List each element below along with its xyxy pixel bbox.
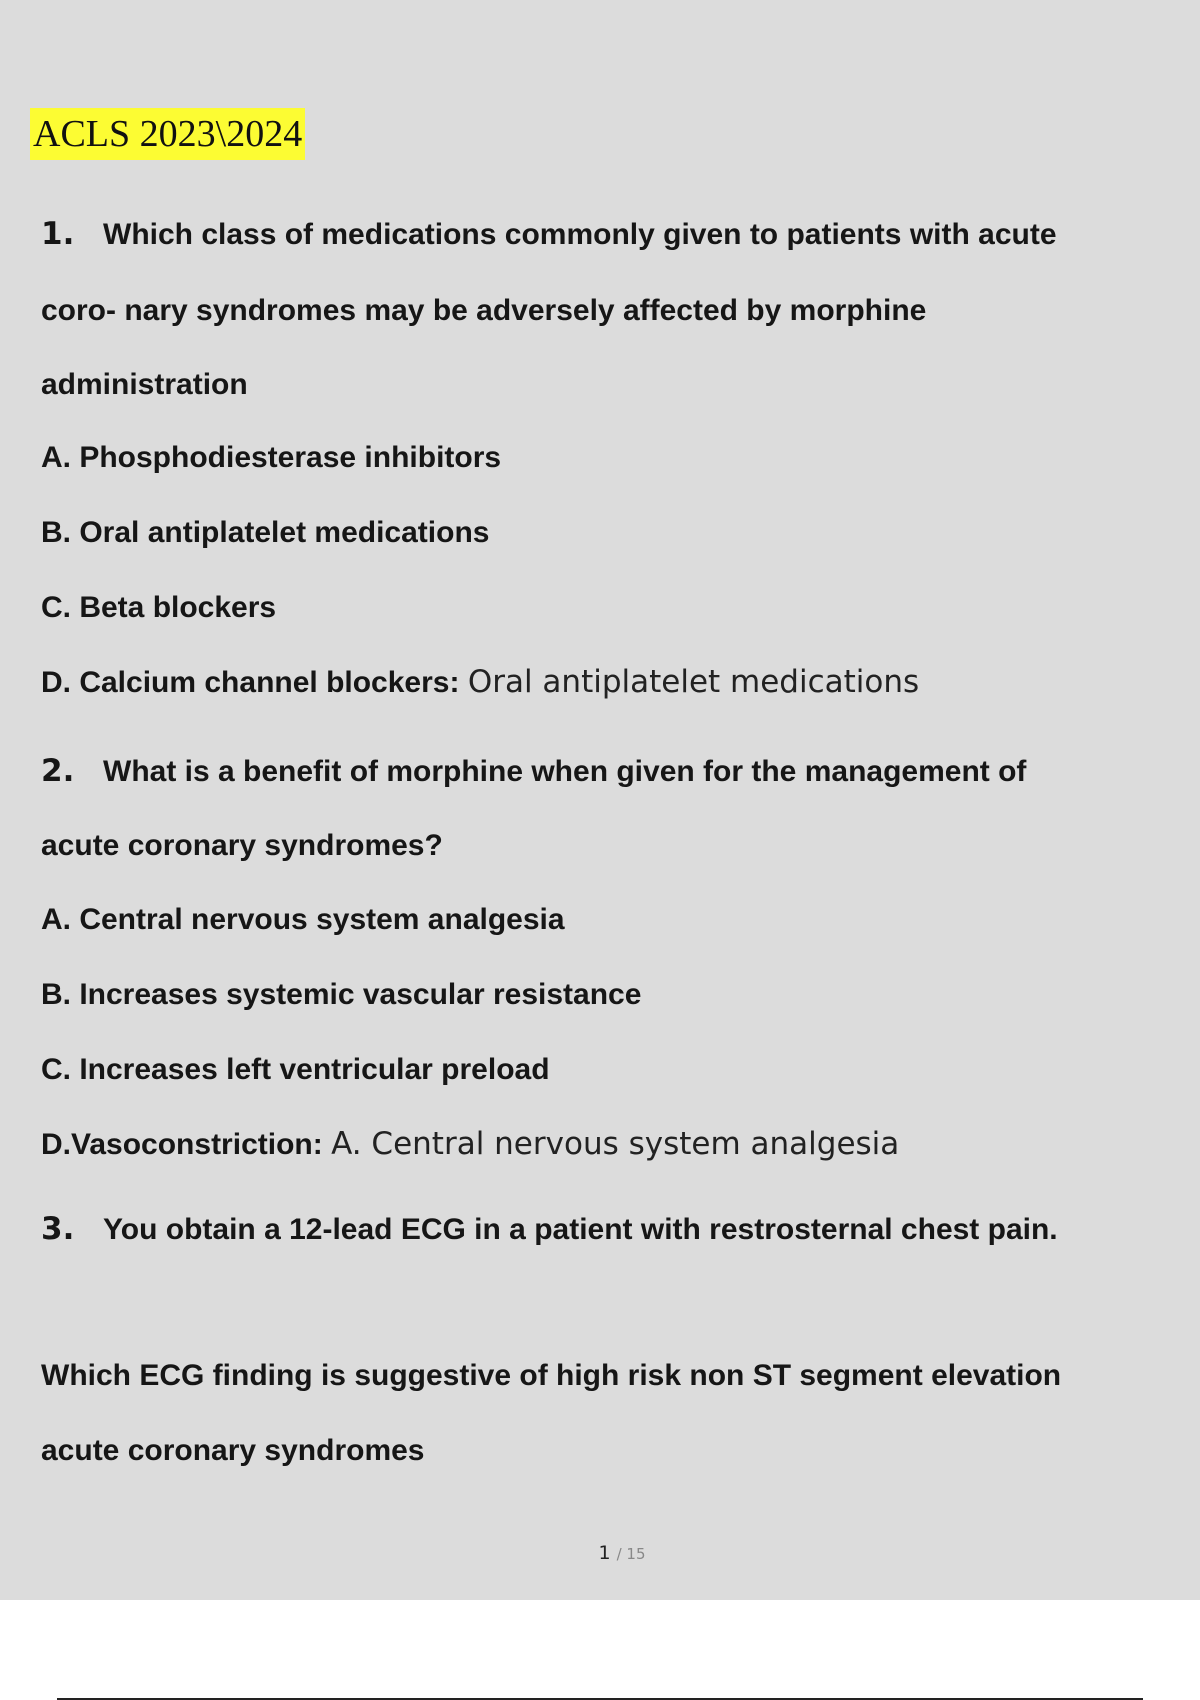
question-2-line-1: 2. What is a benefit of morphine when given for the management of (41, 753, 1027, 789)
question-1-option-b: B. Oral antiplatelet medications (41, 516, 490, 549)
question-1-answer: Oral antiplatelet medications (467, 664, 920, 700)
question-3-line-1: 3. You obtain a 12-lead ECG in a patient with restrosternal chest pain. (41, 1211, 1058, 1247)
question-1-line-3: administration (41, 368, 248, 401)
question-2-option-d-label: D.Vasoconstriction: (41, 1128, 323, 1161)
question-2-number: 2. (41, 753, 75, 789)
total-pages: / 15 (616, 1545, 646, 1563)
question-2-option-b: B. Increases systemic vascular resistance (41, 978, 642, 1011)
page-indicator (0, 1542, 1200, 1564)
question-1-option-d-label: D. Calcium channel blockers: (41, 666, 460, 699)
question-1-option-d (41, 662, 919, 703)
document-title: ACLS 2023\2024 (30, 108, 305, 160)
question-2-answer: A. Central nervous system analgesia (331, 1126, 900, 1162)
question-3-number: 3. (41, 1211, 75, 1247)
question-2-option-a: A. Central nervous system analgesia (41, 903, 565, 936)
question-2-option-c: C. Increases left ventricular preload (41, 1053, 550, 1086)
question-1-line-2: coro- nary syndromes may be adversely affected by morphine (41, 294, 927, 327)
question-1-number: 1. (41, 216, 75, 252)
current-page-number: 1 (598, 1542, 611, 1564)
question-1-line-1: 1. Which class of medications commonly given to patients with acute (41, 216, 1057, 252)
question-1-option-c: C. Beta blockers (41, 591, 277, 624)
question-3-continuation-2: acute coronary syndromes (41, 1434, 425, 1467)
question-2-option-d (41, 1124, 899, 1165)
question-2-line-2: acute coronary syndromes? (41, 829, 443, 862)
question-3-continuation-1: Which ECG finding is suggestive of high risk non ST segment elevation (41, 1359, 1062, 1392)
question-1-option-a: A. Phosphodiesterase inhibitors (41, 441, 502, 474)
